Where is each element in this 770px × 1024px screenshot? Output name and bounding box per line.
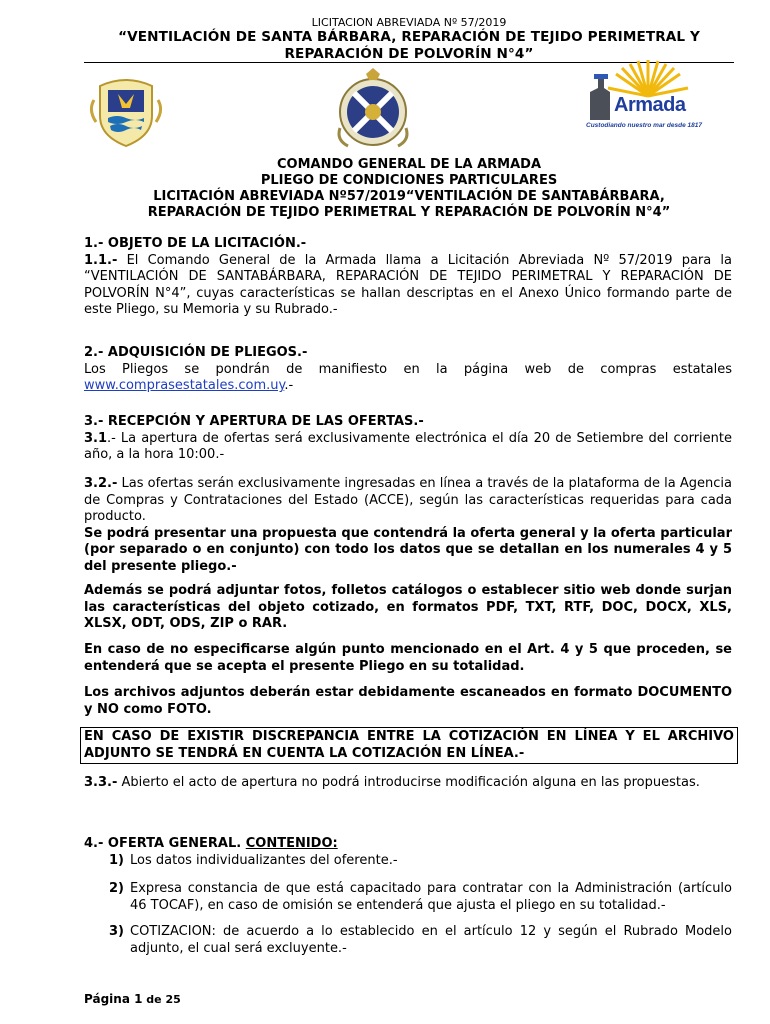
naval-emblem-logo — [330, 68, 416, 152]
section-3-2-paragraph — [84, 476, 732, 526]
scanned-files-paragraph: Los archivos adjuntos deberán estar debidamente escaneados en formato DOCUMENTO y NO como FOTO. — [84, 685, 732, 717]
header-title-line1: “VENTILACIÓN DE SANTA BÁRBARA, REPARACIÓN DE TEJIDO PERIMETRAL Y — [118, 29, 700, 45]
section-4-heading — [84, 836, 732, 853]
page-number: Página 1 — [84, 992, 143, 1006]
discrepancy-notice-box: EN CASO DE EXISTIR DISCREPANCIA ENTRE LA COTIZACIÓN EN LÍNEA Y EL ARCHIVO ADJUNTO SE TENDRÁ EN CUENTA LA COTIZACIÓN EN LÍNEA.- — [80, 727, 738, 764]
section-3-3-paragraph — [84, 775, 732, 792]
clause-number: 3.1 — [84, 430, 108, 446]
armada-logo-motto: Custodiando nuestro mar desde 1817 — [586, 122, 702, 129]
section-2-paragraph — [84, 362, 732, 395]
header-title-line2: REPARACIÓN DE POLVORÍN N°4” — [284, 46, 534, 62]
shield-logo — [86, 70, 166, 150]
clause-text: El Comando General de la Armada llama a Licitación Abreviada Nº 57/2019 para la “VENTILACIÓN DE SANTABÁRBARA, REPARACIÓN DE TEJIDO PERIMETRAL Y REPARACIÓN DE POLVORÍN N°4”, cuyas características se hallan descriptas en el Anexo Único formando parte de este Pliego, su Memoria y su Rubrado.- — [84, 252, 732, 317]
section-1-1-paragraph — [84, 253, 732, 319]
section-2 — [84, 345, 732, 395]
main-title-line2: PLIEGO DE CONDICIONES PARTICULARES — [260, 173, 558, 188]
main-title-line4: REPARACIÓN DE TEJIDO PERIMETRAL Y REPARACIÓN DE POLVORÍN N°4” — [147, 205, 671, 220]
page-total: de 25 — [142, 993, 181, 1006]
section-2-text: Los Pliegos se pondrán de manifiesto en la página web de compras estatales — [84, 361, 732, 377]
main-title-line1: COMANDO GENERAL DE LA ARMADA — [276, 157, 542, 172]
section-3-1-paragraph — [84, 431, 732, 464]
page-header — [84, 16, 734, 63]
clause-text: Abierto el acto de apertura no podrá introducirse modificación alguna en las propuestas. — [117, 775, 700, 790]
section-4-heading-main: 4.- OFERTA GENERAL. — [84, 836, 246, 851]
section-3 — [84, 414, 732, 464]
attachments-paragraph: Además se podrá adjuntar fotos, folletos catálogos o establecer sitio web donde surjan las características del objeto cotizado, en formatos PDF, TXT, RTF, DOC, DOCX, XLS, XLSX, ODT, ODS, ZIP o RAR. — [84, 583, 732, 631]
list-item-text: Los datos individualizantes del oferente.- — [130, 852, 398, 868]
main-title-line3: LICITACIÓN ABREVIADA Nº57/2019“VENTILACIÓN DE SANTABÁRBARA, — [153, 189, 665, 204]
section-4 — [84, 836, 732, 957]
list-item-number: 2) — [109, 881, 124, 896]
section-1 — [84, 236, 732, 319]
header-licitacion: LICITACION ABREVIADA Nº 57/2019 — [311, 16, 507, 29]
list-item-text: Expresa constancia de que está capacitado para contratar con la Administración (artículo 46 TOCAF), en caso de omisión se entenderá que ajusta el pliego en su totalidad.- — [130, 881, 732, 913]
clause-text: Las ofertas serán exclusivamente ingresadas en línea a través de la plataforma de la Agencia de Compras y Contrataciones del Estado (ACCE), según las características requeridas para cada producto. — [84, 476, 732, 524]
armada-logo-text: Armada — [614, 94, 686, 116]
armada-logo — [584, 58, 702, 136]
clause-number: 3.2.- — [84, 476, 118, 491]
acceptance-paragraph: En caso de no especificarse algún punto mencionado en el Art. 4 y 5 que proceden, se entenderá que se acepta el presente Pliego en su totalidad. — [84, 642, 732, 674]
list-item-text: COTIZACION: de acuerdo a lo establecido en el artículo 12 y según el Rubrado Modelo adjunto, el cual será excluyente.- — [130, 924, 732, 956]
section-3-2-bold-paragraph: Se podrá presentar una propuesta que contendrá la oferta general y la oferta particular (por separado o en conjunto) con todo los datos que se detallan en los numerales 4 y 5 del presente pliego.- — [84, 525, 732, 574]
section-2-after: .- — [284, 378, 294, 393]
main-title — [84, 157, 734, 221]
clause-number: 1.1.- — [84, 252, 118, 268]
clause-number: 3.3.- — [84, 775, 118, 790]
section-3-heading: 3.- RECEPCIÓN Y APERTURA DE LAS OFERTAS.- — [84, 414, 424, 429]
section-3-2 — [84, 476, 732, 575]
clause-text: .- La apertura de ofertas será exclusivamente electrónica el día 20 de Setiembre del corriente año, a la hora 10:00.- — [84, 430, 732, 462]
list-item — [84, 881, 732, 914]
page-footer — [84, 992, 181, 1006]
list-item-number: 3) — [109, 924, 124, 939]
section-3-3 — [84, 775, 732, 792]
comprasestatales-link[interactable]: www.comprasestatales.com.uy — [84, 378, 285, 393]
section-4-heading-contenido: CONTENIDO: — [245, 836, 338, 851]
list-item-number: 1) — [109, 852, 124, 868]
list-item — [84, 924, 732, 957]
section-2-heading: 2.- ADQUISICIÓN DE PLIEGOS.- — [84, 345, 308, 360]
list-item — [84, 853, 732, 870]
section-1-heading: 1.- OBJETO DE LA LICITACIÓN.- — [84, 236, 307, 251]
